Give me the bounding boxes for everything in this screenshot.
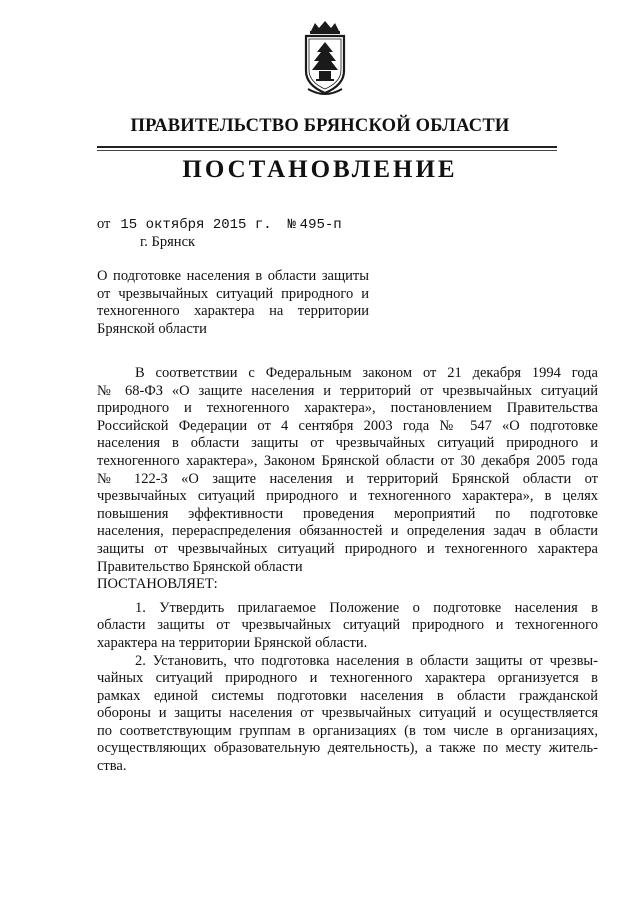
item1-line: области защиты от чрезвычайных ситуаций природного и техногенного	[97, 617, 598, 634]
document-city: г. Брянск	[140, 234, 196, 250]
preamble-line: Российской Федерации от 4 сентября 2003 года № 547 «О подготовке	[97, 417, 598, 434]
document-meta	[97, 215, 342, 234]
document-subject	[97, 268, 369, 338]
document-date: 15 октября 2015 г.	[120, 217, 272, 233]
item1-line: 1. Утвердить прилагаемое Положение о подготовке населения в	[135, 599, 598, 616]
preamble-line: населения в области защиты от чрезвычайных ситуаций природного и	[97, 435, 598, 452]
preamble-line: природного и техногенного характера», постановлением Правительства	[97, 400, 598, 417]
preamble-line: В соответствии с Федеральным законом от 21 декабря 1994 года	[135, 365, 598, 381]
from-label: от	[97, 216, 111, 232]
item2-line: обороны и защиты населения от чрезвычайных ситуаций и осуществляется	[97, 705, 598, 722]
document-body	[97, 365, 598, 776]
resolves-heading: ПОСТАНОВЛЯЕТ:	[97, 576, 218, 593]
subject-line: Брянской области	[97, 320, 207, 337]
header-rule-thick	[97, 146, 557, 148]
preamble-line: № 68-ФЗ «О защите населения и территорий от чрезвычайных ситуаций	[97, 382, 598, 399]
item2-line: рамках единой системы подготовки населения в области гражданской	[97, 687, 598, 704]
preamble-line: Правительство Брянской области	[97, 558, 303, 575]
subject-line: О подготовке населения в области защиты	[97, 268, 369, 284]
subject-line: от чрезвычайных ситуаций природного и	[97, 285, 369, 302]
item2-line: ства.	[97, 758, 127, 775]
document-number: 495-п	[299, 217, 342, 233]
item2-line: осуществляющих образовательную деятельность), а также по месту житель-	[97, 740, 598, 757]
header-rule-thin	[97, 150, 557, 151]
government-title: ПРАВИТЕЛЬСТВО БРЯНСКОЙ ОБЛАСТИ	[130, 116, 510, 136]
preamble-line: повышения эффективности проведения мероприятий по подготовке	[97, 505, 598, 522]
item2-line: чайных ситуаций природного и техногенного характера организуется в	[97, 670, 598, 687]
preamble-line: населения, перераспределения обязанностей и определения задач в области	[97, 523, 598, 540]
preamble-line: № 122-З «О защите населения и территорий Брянской области от	[97, 470, 598, 487]
document-type: ПОСТАНОВЛЕНИЕ	[182, 156, 458, 183]
preamble-line: техногенного характера», Законом Брянской области от 30 декабря 2005 года	[97, 452, 598, 469]
preamble-line: защиты от чрезвычайных ситуаций природного и техногенного характера	[97, 540, 598, 557]
item2-line: по соответствующим группам в организациях (в том числе в организациях,	[97, 722, 598, 739]
preamble-line: чрезвычайных ситуаций природного и техногенного характера», в целях	[97, 488, 598, 505]
subject-line: техногенного характера на территории	[97, 303, 369, 319]
number-label: №	[287, 217, 297, 233]
item2-line: 2. Установить, что подготовка населения в области защиты от чрезвы-	[135, 652, 598, 669]
coat-of-arms-icon	[298, 19, 352, 99]
item1-line: характера на территории Брянской области.	[97, 634, 368, 651]
